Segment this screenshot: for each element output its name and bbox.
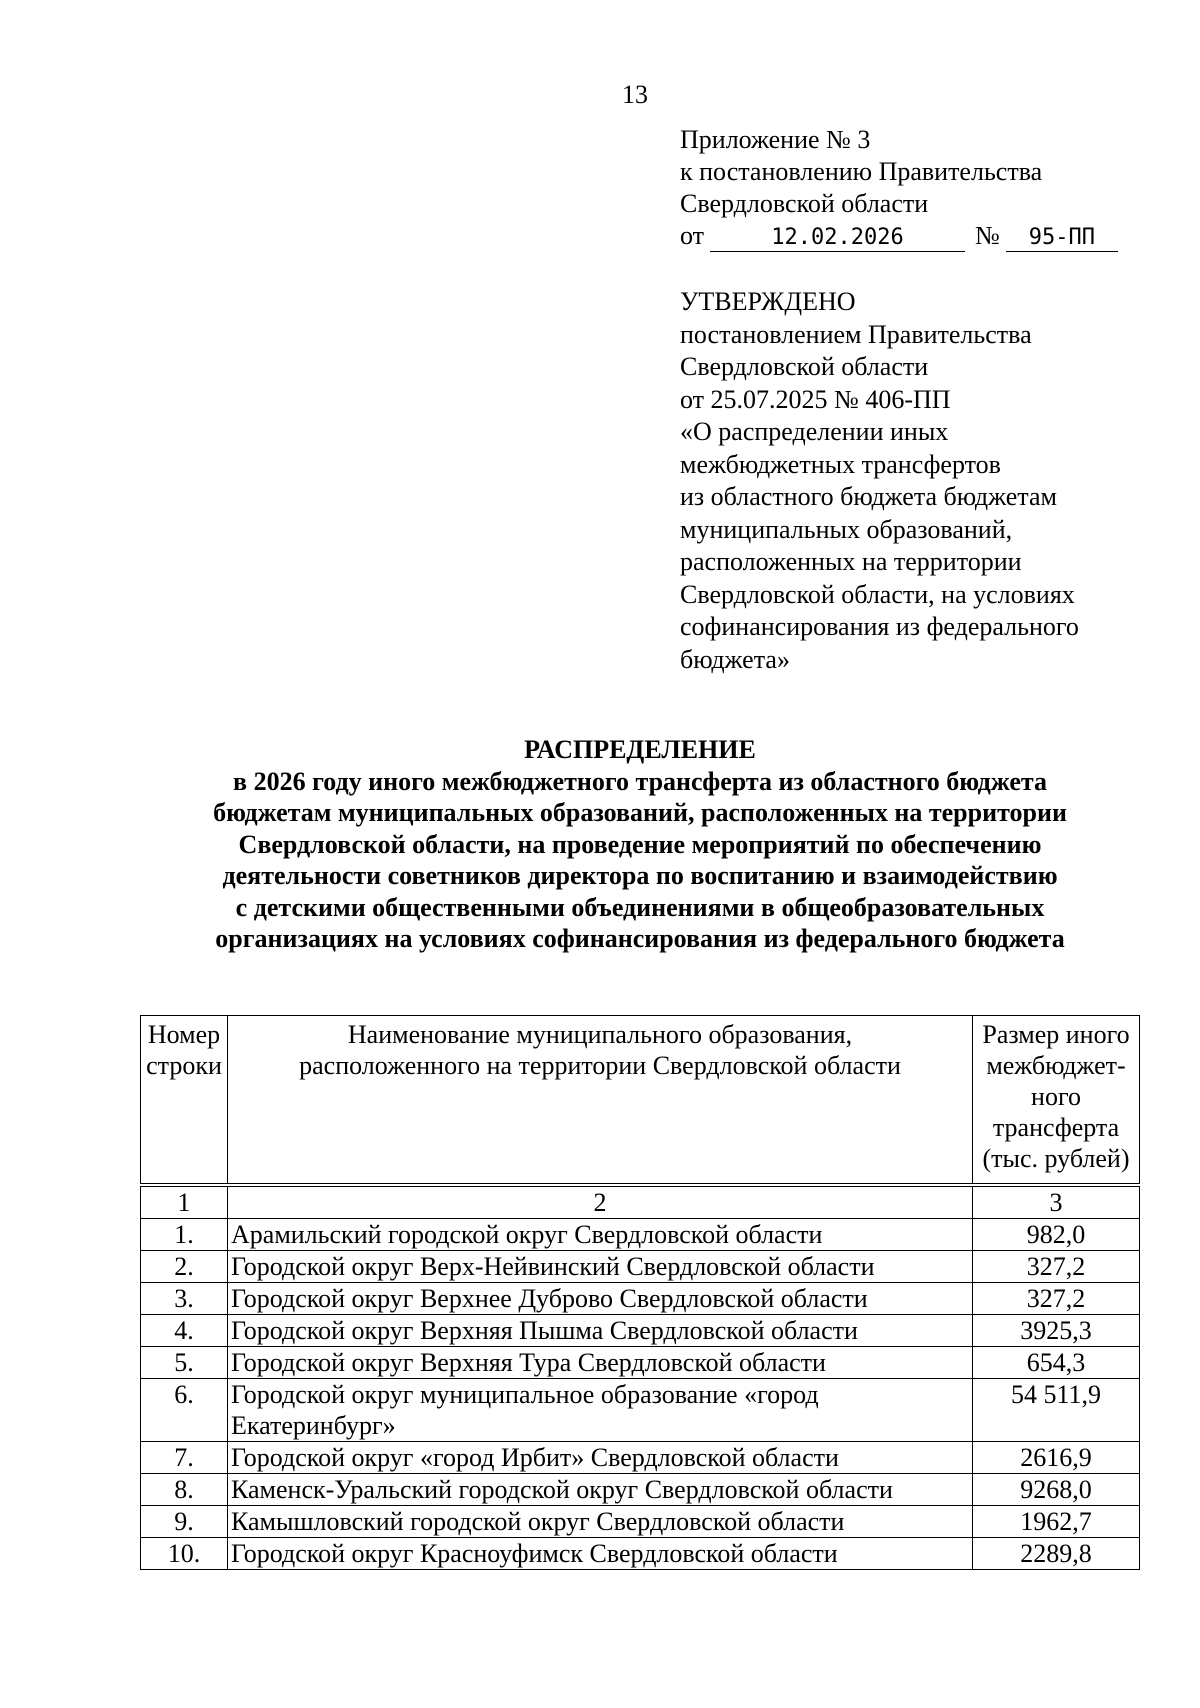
header-text: трансферта xyxy=(992,1113,1120,1142)
transfer-amount: 3925,3 xyxy=(973,1315,1140,1347)
row-index: 4. xyxy=(141,1315,228,1347)
header-text: Размер иного xyxy=(982,1020,1130,1049)
municipality-name: Каменск-Уральский городской округ Свердловской области xyxy=(228,1474,973,1506)
header-row-number xyxy=(141,1016,228,1186)
table-row xyxy=(141,1283,1140,1315)
heading-line: деятельности советников директора по воспитанию и взаимодействию xyxy=(222,861,1058,890)
approved-line: «О распределении иных xyxy=(680,417,949,446)
table-row xyxy=(141,1442,1140,1474)
appendix-title: Приложение № 3 xyxy=(680,125,871,154)
number-prefix: № xyxy=(975,221,1000,250)
appendix-date-row xyxy=(680,220,1118,252)
column-number: 1 xyxy=(141,1185,228,1219)
municipality-name: Камышловский городской округ Свердловской области xyxy=(228,1506,973,1538)
table-row xyxy=(141,1506,1140,1538)
header-text: расположенного на территории Свердловской области xyxy=(299,1051,901,1080)
approved-line: бюджета» xyxy=(680,644,790,674)
date-prefix: от xyxy=(680,221,705,250)
approved-line: из областного бюджета бюджетам xyxy=(680,482,1057,511)
approved-line: Свердловской области xyxy=(680,352,929,381)
table-row xyxy=(141,1538,1140,1570)
approved-line: от 25.07.2025 № 406-ПП xyxy=(680,384,951,414)
column-numbers-row xyxy=(141,1185,1140,1219)
column-number: 3 xyxy=(973,1185,1140,1219)
table-row xyxy=(141,1474,1140,1506)
table-row xyxy=(141,1219,1140,1251)
municipality-name: Городской округ Верхняя Тура Свердловской области xyxy=(228,1347,973,1379)
column-number: 2 xyxy=(228,1185,973,1219)
appendix-line: Свердловской области xyxy=(680,189,929,218)
transfer-amount: 982,0 xyxy=(973,1219,1140,1251)
table-row xyxy=(141,1347,1140,1379)
approved-title: УТВЕРЖДЕНО xyxy=(680,287,856,316)
approved-line: постановлением Правительства xyxy=(680,319,1032,349)
row-index: 7. xyxy=(141,1442,228,1474)
approved-line: Свердловской области, на условиях xyxy=(680,579,1075,609)
header-text: Номер xyxy=(147,1020,221,1049)
transfer-amount: 54 511,9 xyxy=(973,1379,1140,1442)
heading-line: организациях на условиях софинансирования из федерального бюджета xyxy=(215,924,1065,953)
heading-line: бюджетам муниципальных образований, расположенных на территории xyxy=(213,798,1067,827)
document-heading xyxy=(160,734,1120,955)
approved-line: софинансирования из федерального xyxy=(680,612,1079,641)
appendix-block xyxy=(680,124,1118,252)
table-row xyxy=(141,1315,1140,1347)
header-text: Наименование муниципального образования, xyxy=(347,1020,853,1049)
municipality-name: Городской округ Верхняя Пышма Свердловской области xyxy=(228,1315,973,1347)
municipality-name: Городской округ Верхнее Дуброво Свердловской области xyxy=(228,1283,973,1315)
header-text: ного xyxy=(1031,1082,1081,1111)
transfer-amount: 2616,9 xyxy=(973,1442,1140,1474)
page-number: 13 xyxy=(622,80,648,109)
transfer-amount: 327,2 xyxy=(973,1251,1140,1283)
heading-line: в 2026 году иного межбюджетного трансферта из областного бюджета xyxy=(233,766,1047,796)
row-index: 10. xyxy=(141,1538,228,1570)
header-municipality-name xyxy=(228,1016,973,1186)
transfer-amount: 654,3 xyxy=(973,1347,1140,1379)
table-header-row xyxy=(141,1016,1140,1186)
appendix-line: к постановлению Правительства xyxy=(680,157,1043,186)
distribution-table xyxy=(140,1015,1140,1570)
approved-line: расположенных на территории xyxy=(680,547,1022,576)
row-index: 1. xyxy=(141,1219,228,1251)
resolution-date: 12.02.2026 xyxy=(710,225,965,252)
municipality-name: Городской округ «город Ирбит» Свердловской области xyxy=(228,1442,973,1474)
row-index: 6. xyxy=(141,1379,228,1442)
heading-title: РАСПРЕДЕЛЕНИЕ xyxy=(524,735,756,764)
row-index: 2. xyxy=(141,1251,228,1283)
transfer-amount: 327,2 xyxy=(973,1283,1140,1315)
row-index: 5. xyxy=(141,1347,228,1379)
municipality-name: Городской округ Красноуфимск Свердловской области xyxy=(228,1538,973,1570)
header-transfer-amount xyxy=(973,1016,1140,1186)
header-text: межбюджет- xyxy=(986,1051,1126,1080)
transfer-amount: 2289,8 xyxy=(973,1538,1140,1570)
approved-line: муниципальных образований, xyxy=(680,514,1013,544)
header-text: строки xyxy=(146,1051,222,1080)
transfer-amount: 1962,7 xyxy=(973,1506,1140,1538)
row-index: 3. xyxy=(141,1283,228,1315)
row-index: 9. xyxy=(141,1506,228,1538)
heading-line: Свердловской области, на проведение мероприятий по обеспечению xyxy=(238,829,1042,859)
municipality-name: Городской округ Верх-Нейвинский Свердловской области xyxy=(228,1251,973,1283)
resolution-number: 95-ПП xyxy=(1006,225,1118,252)
header-text: (тыс. рублей) xyxy=(982,1144,1130,1173)
heading-line: с детскими общественными объединениями в общеобразовательных xyxy=(235,892,1045,922)
transfer-amount: 9268,0 xyxy=(973,1474,1140,1506)
municipality-name: Арамильский городской округ Свердловской области xyxy=(228,1219,973,1251)
table-row xyxy=(141,1379,1140,1442)
row-index: 8. xyxy=(141,1474,228,1506)
table-row xyxy=(141,1251,1140,1283)
municipality-name: Городской округ муниципальное образование «город Екатеринбург» xyxy=(228,1379,973,1442)
approved-line: межбюджетных трансфертов xyxy=(680,449,1001,479)
approved-block xyxy=(680,286,1079,676)
